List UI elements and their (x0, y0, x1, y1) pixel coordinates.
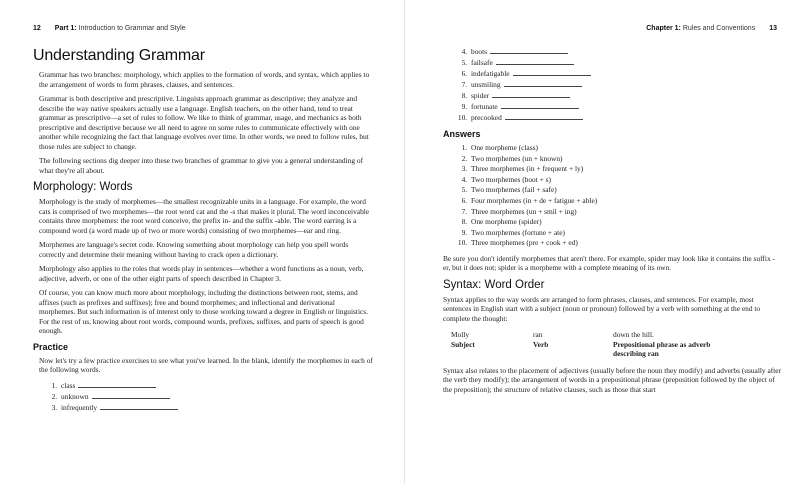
answer-item: 9. Two morphemes (fortune + ate) (469, 228, 781, 239)
right-column (443, 46, 781, 399)
practice-item: 9. fortunate (469, 101, 781, 112)
left-running-part: Part 1: (54, 25, 77, 32)
practice-heading: Practice (33, 341, 69, 352)
answer-blank (92, 392, 170, 399)
answer-blank (78, 381, 156, 388)
answer-item: 5. Two morphemes (fail + safe) (469, 185, 781, 196)
answer-item: 7. Three morphemes (un + smil + ing) (469, 207, 781, 218)
right-page-number: 13 (769, 25, 777, 32)
left-column (33, 47, 373, 418)
answer-blank (490, 47, 568, 54)
answers-heading: Answers (443, 129, 481, 139)
answer-blank (100, 403, 178, 410)
answer-blank (513, 69, 591, 76)
practice-item: 4. boots (469, 46, 781, 57)
answer-blank (504, 80, 582, 87)
answer-item: 6. Four morphemes (in + de + fatigue + able) (469, 196, 781, 207)
answer-blank (492, 91, 570, 98)
answer-item: 10. Three morphemes (pre + cook + ed) (469, 238, 781, 249)
left-page-number: 12 (33, 25, 41, 32)
practice-item: 3. infrequently (59, 402, 373, 413)
answer-blank (496, 58, 574, 65)
syntax-paragraph-2: Syntax also relates to the placement of adjectives (usually before the noun they modify) and adverbs (usually after the verb they modify); the arrangement of words in a prepositional phrase (preposition followed by the object of the preposition); the structure of relative clauses, such as those that start (443, 365, 782, 394)
morphology-heading: Morphology: Words (33, 181, 133, 193)
right-page (405, 0, 810, 484)
sentence-example (451, 330, 781, 359)
example-subject-word: Molly (451, 330, 470, 340)
practice-item: 6. indefatigable (469, 68, 781, 79)
practice-item: 5. failsafe (469, 57, 781, 68)
example-phrase-label-continued: describing ran (613, 349, 659, 359)
example-subject-label: Subject (451, 339, 475, 349)
morphology-paragraph-4: Of course, you can know much more about morphology, including the distinctions between root, stems, and affixes (such as prefixes and suffixes); free and bound morphemes; and inflectional and derivational morphemes. But such information is of interest only to those working toward a degree in English or linguistics. For the rest of us, knowing about root words, compound words, prefixes, suffixes, and parts of speech is good enough. (39, 288, 369, 335)
example-verb-label: Verb (533, 339, 549, 349)
syntax-heading: Syntax: Word Order (443, 278, 545, 291)
intro-paragraph-1: Grammar has two branches: morphology, which applies to the formation of words, and syntax, which applies to the arrangement of words to form phrases, clauses, and sentences. (39, 70, 370, 89)
answer-blank (501, 102, 579, 109)
practice-item: 1. class (59, 380, 373, 391)
morphology-paragraph-3: Morphology also applies to the roles that words play in sentences—whether a word functions as a noun, verb, adjective, adverb, or one of the other eight parts of speech described in Chapter 3. (39, 264, 364, 283)
answer-blank (505, 113, 583, 120)
practice-paragraph: Now let's try a few practice exercises to see what you've learned. In the blank, identify the morphemes in each of the following words. (39, 355, 373, 374)
example-phrase-word: down the hill. (613, 330, 654, 340)
practice-list-continued (443, 46, 781, 123)
answer-item: 4. Two morphemes (boot + s) (469, 175, 781, 186)
example-verb-word: ran (533, 330, 543, 340)
answer-item: 1. One morpheme (class) (469, 143, 781, 154)
practice-item: 8. spider (469, 90, 781, 101)
right-running-header (646, 25, 777, 32)
left-running-header (33, 25, 186, 32)
right-running-title: Rules and Conventions (682, 25, 756, 32)
practice-item: 2. unknown (59, 391, 373, 402)
syntax-paragraph-1: Syntax applies to the way words are arranged to form phrases, clauses, and sentences. For example, most sentences in English start with a subject (noun or pronoun) followed by a verb with something at the end to complete the thought: (443, 294, 761, 323)
right-running-chapter: Chapter 1: (646, 25, 681, 32)
practice-item: 7. unsmiling (469, 79, 781, 90)
left-running-title: Introduction to Grammar and Style (78, 25, 186, 32)
morphology-paragraph-1: Morphology is the study of morphemes—the smallest recognizable units in a language. For example, the word cats is comprised of two morphemes—the root word cat and the -s that makes it plural. The word inconceivable contains three morphemes: the root word conceive, the prefix in- and the suffix -able. The word earring is a compound word (a word made up of two or more words) consisting of two morphemes—ear and ring. (39, 197, 370, 235)
answers-list (443, 143, 781, 249)
example-phrase-label: Prepositional phrase as adverb (613, 339, 711, 349)
section-title: Understanding Grammar (33, 47, 205, 64)
answers-note: Be sure you don't identify morphemes that aren't there. For example, spider may look like it contains the suffix -er, but it does not; spider is a morpheme with a complete meaning of its own. (443, 253, 775, 273)
intro-paragraph-2: Grammar is both descriptive and prescriptive. Linguists approach grammar as descriptive; they analyze and describe the way native speakers actually use a language. English teachers, on the other hand, tend to treat grammar as prescriptive—a set of rules to follow. We like to think of grammar, usage, and mechanics as both prescriptive and descriptive because we all need to agree on some rules to communicate effectively with one another while recognizing the fact that language evolves over time. In other words, we need to follow rules, but those rules are subject to change. (39, 94, 369, 151)
morphology-paragraph-2: Morphemes are language's secret code. Knowing something about morphology can help you spell words correctly and determine their meaning without having to crack open a dictionary. (39, 240, 349, 259)
answer-item: 8. One morpheme (spider) (469, 217, 781, 228)
intro-paragraph-3: The following sections dig deeper into these two branches of grammar to give you a general understanding of what they're all about. (39, 156, 364, 175)
practice-list (33, 380, 373, 413)
example-labels-row (451, 340, 781, 350)
answer-item: 2. Two morphemes (un + known) (469, 154, 781, 165)
answer-item: 3. Three morphemes (in + frequent + ly) (469, 164, 781, 175)
practice-item: 10. precooked (469, 112, 781, 123)
example-words-row (451, 330, 781, 340)
